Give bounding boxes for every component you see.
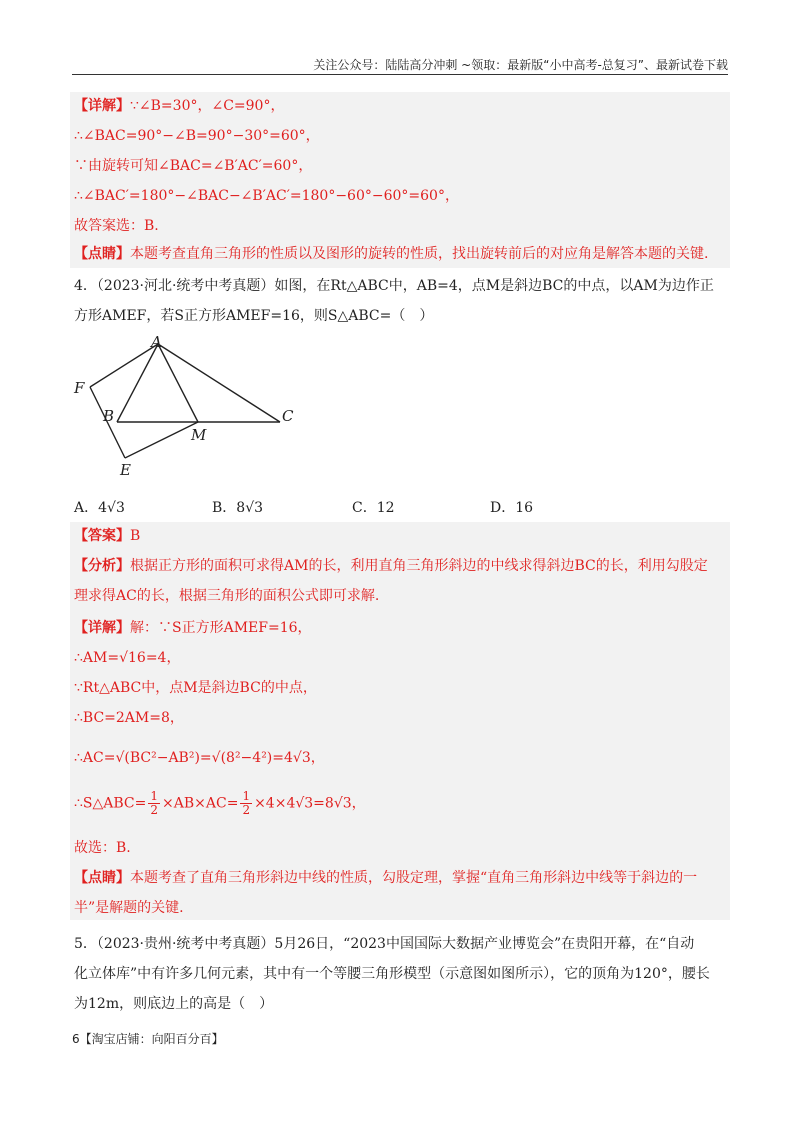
q4-option-d: D．16 [490,500,534,516]
q4-detail-line6 [74,790,366,817]
q4-option-a: A．4√3 [74,500,125,516]
q4-geometry-figure [70,335,310,480]
q4-detail-text3a: ∵Rt△ABC中， [74,680,170,696]
label-A: A [151,335,162,351]
comment-tag: 【点睛】 [74,870,130,886]
q3-comment-text: 本题考查直角三角形的性质以及图形的旋转的性质，找出旋转前后的对应角是解答本题的关键. [130,246,709,262]
q3-detail-line4: ∴∠BAC′=180°−∠BAC−∠B′AC′=180°−60°−60°=60°， [74,188,459,204]
q4-detail-line1 [74,618,312,638]
analysis-tag: 【分析】 [74,558,130,574]
q4-option-b: B．8√3 [212,500,264,516]
q4-detail-text1: 解：∵S正方形AMEF=16， [130,620,312,636]
q4-analysis-text1: 根据正方形的面积可求得AM的长，利用直角三角形斜边的中线求得斜边BC的长，利用勾股定 [130,558,708,574]
q4-choice: 故选：B. [74,840,131,856]
page-footer: 6【淘宝店铺：向阳百分百】 [72,1032,224,1046]
label-M: M [191,426,207,444]
q4-comment-line2: 半”是解题的关键. [74,900,184,916]
page-header: 关注公众号：陆陆高分冲刺 ~领取：最新版“小中高考-总复习”、最新试卷下载 [313,58,728,72]
fraction-num-2: 1 [242,789,251,803]
q4-comment-line1 [74,868,697,888]
segment-AB [117,344,158,422]
fraction-den: 2 [150,803,159,817]
fraction-num: 1 [150,789,159,803]
fraction-half [148,790,160,817]
q4-analysis-line2: 理求得AC的长，根据三角形的面积公式即可求解. [74,588,380,604]
detail-tag: 【详解】 [74,620,130,636]
q4-detail-line3 [74,678,317,698]
label-C: C [282,407,294,425]
q3-detail-line3: ∵由旋转可知∠BAC=∠B′AC′=60°， [74,158,313,174]
q4-answer-value: B [130,528,141,544]
answer-tag: 【答案】 [74,528,130,544]
q4-detail-line4: ∴BC=2AM=8， [74,710,184,726]
comment-tag: 【点睛】 [74,246,130,262]
q3-comment [74,244,708,264]
q4-area-lhs: ∴S△ABC= [74,795,147,812]
label-B: B [103,407,115,425]
q3-detail-line1 [74,96,284,116]
q4-analysis-line1 [74,556,708,576]
fraction-den-2: 2 [242,803,251,817]
q4-area-mid: ×AB×AC= [162,795,239,812]
q4-comment-text1: 本题考查了直角三角形斜边中线的性质，勾股定理，掌握“直角三角形斜边中线等于斜边的一 [130,870,698,886]
q4-stem-line1: 4．（2023·河北·统考中考真题）如图，在Rt△ABC中，AB=4，点M是斜边BC的中点，以AM为边作正 [74,278,714,294]
header-rule [72,74,728,75]
fraction-half-2 [240,790,252,817]
segment-AM [158,344,198,422]
q4-detail-text3b: 点M是斜边BC的中点， [169,680,317,696]
q4-detail-line5: ∴AC=√(BC²−AB²)=√(8²−4²)=4√3， [74,750,325,766]
q3-detail-text1: ∵∠B=30°，∠C=90°， [130,98,285,114]
q5-stem-line3: 为12m，则底边上的高是（ ） [74,996,274,1012]
segment-AC [158,344,280,422]
q4-area-rhs: ×4×4√3=8√3， [254,795,366,812]
label-E: E [120,461,131,479]
q3-detail-line2: ∴∠BAC=90°−∠B=90°−30°=60°， [74,128,320,144]
q3-answer: 故答案选：B. [74,218,159,234]
segment-EM [125,422,198,458]
q4-option-c: C．12 [352,500,395,516]
label-F: F [74,379,85,397]
segment-FA [90,344,158,387]
q5-stem-line2: 化立体库”中有许多几何元素，其中有一个等腰三角形模型（示意图如图所示），它的顶角为120°，腰长 [74,966,710,982]
q4-detail-line2: ∴AM=√16=4， [74,650,181,666]
q3-solution-shade [70,92,730,268]
q4-answer [74,526,140,546]
detail-tag: 【详解】 [74,98,130,114]
q5-stem-line1: 5．（2023·贵州·统考中考真题）5月26日，“2023中国国际大数据产业博览会”在贵阳开幕，在“自动 [74,936,695,952]
q4-stem-line2: 方形AMEF，若S正方形AMEF=16，则S△ABC=（ ） [74,308,434,324]
